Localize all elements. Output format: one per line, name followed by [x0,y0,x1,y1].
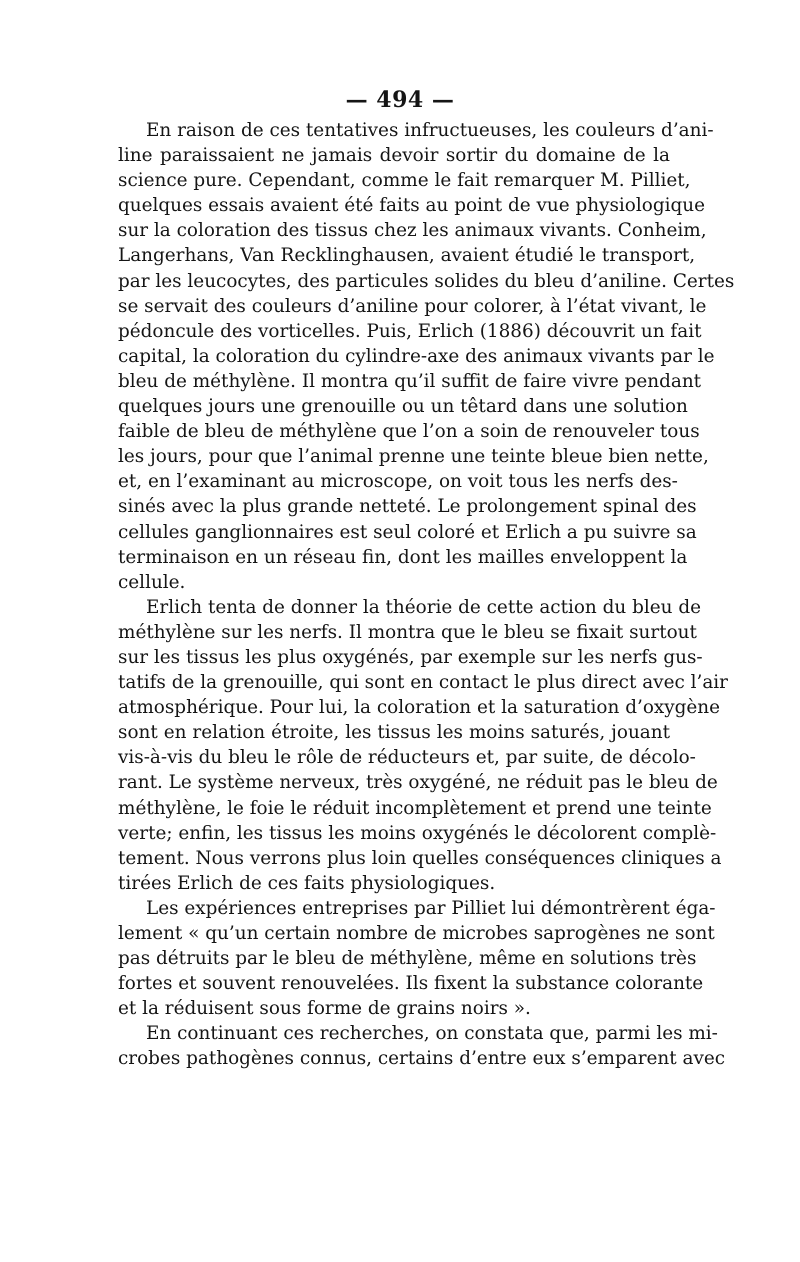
text-line: capital, la coloration du cylindre-axe des animaux vivants par le [118,345,715,367]
text-line: line paraissaient ne jamais devoir sortir du domaine de la [118,145,670,167]
text-line: lement « qu’un certain nombre de microbes saprogènes ne sont [118,923,715,944]
page-number: — 494 — [345,87,455,113]
text-line: cellules ganglionnaires est seul coloré et Erlich a pu suivre sa [118,521,697,543]
text-line: Les expériences entreprises par Pilliet lui démontrèrent éga- [146,897,716,919]
body-text [118,118,735,1072]
text-line: Langerhans, Van Recklinghausen, avaient étudié le transport, [118,245,696,267]
text-line: quelques jours une grenouille ou un têtard dans une solution [118,396,688,418]
text-line: rant. Le système nerveux, très oxygéné, ne réduit pas le bleu de [118,772,718,794]
text-line: bleu de méthylène. Il montra qu’il suffit de faire vivre pendant [118,370,702,392]
text-line: Erlich tenta de donner la théorie de cette action du bleu de [146,596,701,618]
text-line: sinés avec la plus grande netteté. Le prolongement spinal des [118,496,697,518]
text-line: tatifs de la grenouille, qui sont en contact le plus direct avec l’air [118,672,728,694]
text-line: sur les tissus les plus oxygénés, par exemple sur les nerfs gus- [118,646,703,668]
text-line: vis-à-vis du bleu le rôle de réducteurs et, par suite, de décolo- [118,747,696,769]
text-line: quelques essais avaient été faits au point de vue physiologique [118,195,705,217]
text-line: faible de bleu de méthylène que l’on a soin de renouveler tous [118,421,700,443]
text-line: sont en relation étroite, les tissus les moins saturés, jouant [118,722,670,744]
text-line: méthylène, le foie le réduit incomplètement et prend une teinte [118,797,712,819]
text-line: pas détruits par le bleu de méthylène, même en solutions très [118,948,697,970]
text-line: cellule. [118,571,186,593]
text-line: se servait des couleurs d’aniline pour colorer, à l’état vivant, le [118,295,707,317]
text-line: tement. Nous verrons plus loin quelles conséquences cliniques a [118,847,722,869]
text-line: méthylène sur les nerfs. Il montra que le bleu se fixait surtout [118,621,697,643]
text-line: verte; enfin, les tissus les moins oxygénés le décolorent complè- [118,822,717,844]
text-line: En continuant ces recherches, on constata que, parmi les mi- [146,1023,718,1045]
text-line: science pure. Cependant, comme le fait remarquer M. Pilliet, [118,170,691,192]
text-line: atmosphérique. Pour lui, la coloration et la saturation d’oxygène [118,697,721,719]
text-line: sur la coloration des tissus chez les animaux vivants. Conheim, [118,220,707,242]
text-line: fortes et souvent renouvelées. Ils fixent la substance colorante [118,973,704,995]
text-line: terminaison en un réseau fin, dont les mailles enveloppent la [118,546,688,568]
text-line: par les leucocytes, des particules solides du bleu d’aniline. Certes [118,270,735,292]
text-line: En raison de ces tentatives infructueuses, les couleurs d’ani- [146,120,714,141]
text-line: les jours, pour que l’animal prenne une teinte bleue bien nette, [118,446,709,468]
text-line: tirées Erlich de ces faits physiologiques. [118,872,496,894]
text-line: crobes pathogènes connus, certains d’entre eux s’emparent avec [118,1048,726,1070]
text-line: et, en l’examinant au microscope, on voit tous les nerfs des- [118,471,678,493]
text-line: pédoncule des vorticelles. Puis, Erlich (1886) découvrit un fait [118,320,702,342]
text-line: et la réduisent sous forme de grains noirs ». [118,998,531,1020]
